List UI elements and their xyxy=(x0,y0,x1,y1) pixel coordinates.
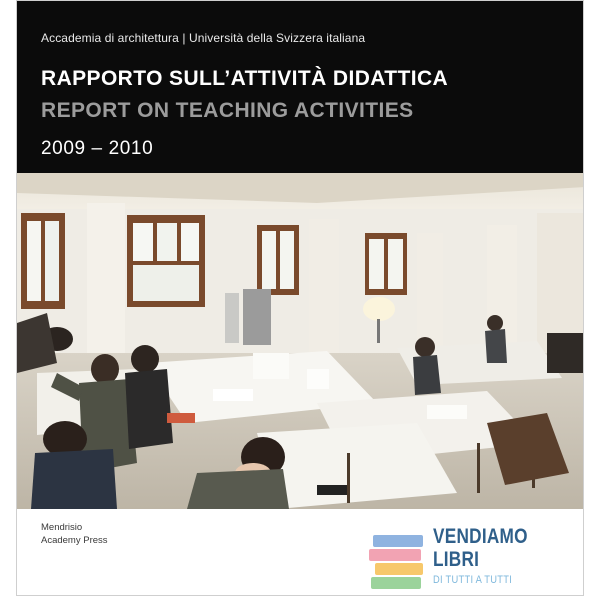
publisher-city: Mendrisio xyxy=(41,522,83,533)
book-stack-icon xyxy=(369,527,427,593)
institution-name: Accademia di architettura | Università della Svizzera italiana xyxy=(41,31,366,45)
vendiamo-libri-watermark xyxy=(369,523,579,595)
publisher-name: Academy Press xyxy=(41,535,108,546)
watermark-line-2: LIBRI xyxy=(433,548,480,571)
title-english: REPORT ON TEACHING ACTIVITIES xyxy=(41,99,414,122)
studio-photo xyxy=(17,173,583,509)
title-italian: RAPPORTO SULL’ATTIVITÀ DIDATTICA xyxy=(41,67,449,90)
book-cover xyxy=(16,0,584,596)
watermark-line-1: VENDIAMO xyxy=(433,525,528,548)
watermark-line-3: DI TUTTI A TUTTI xyxy=(433,574,513,586)
header-band xyxy=(17,1,583,173)
academic-year: 2009 – 2010 xyxy=(41,138,154,159)
